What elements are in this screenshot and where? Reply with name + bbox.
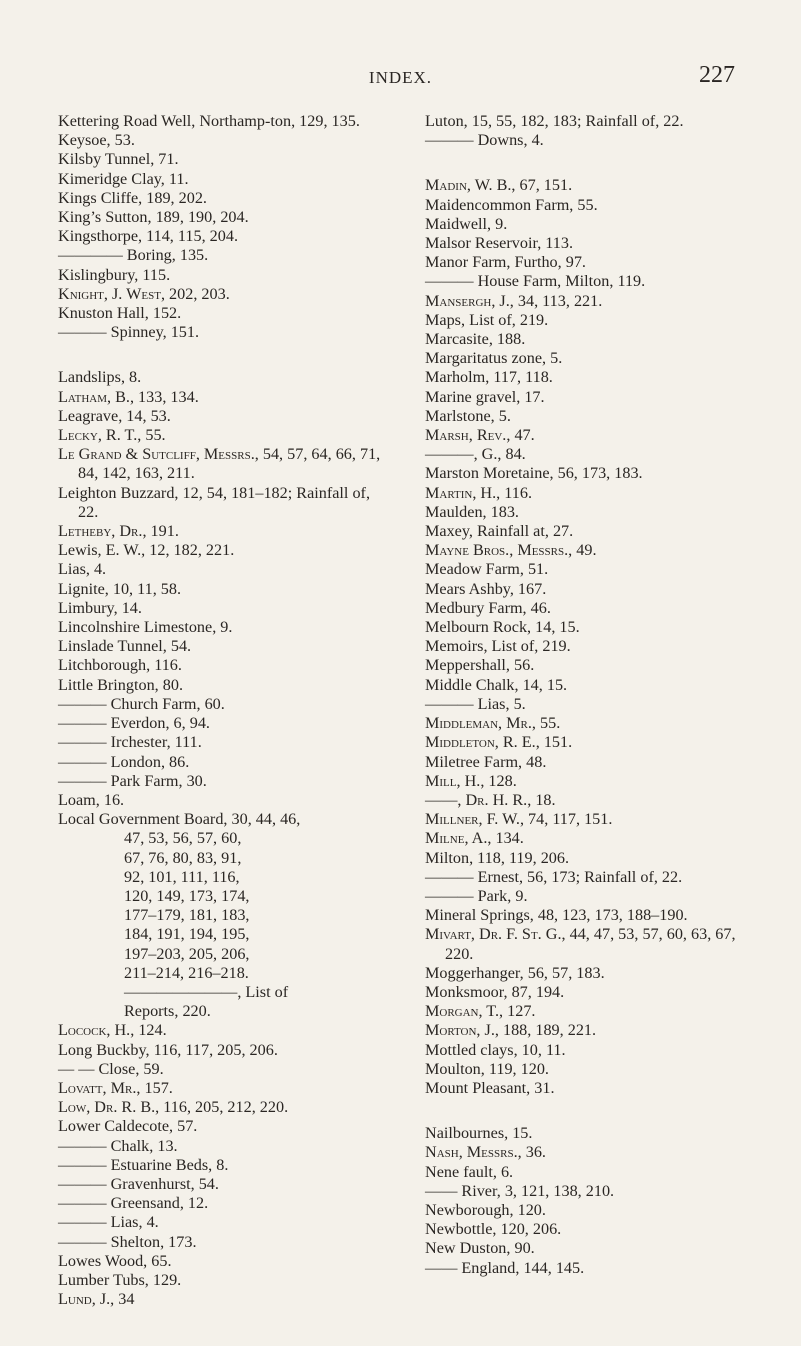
index-entry: Leighton Buzzard, 12, 54, 181–182; Rainfall of, 22.: [58, 483, 370, 521]
index-entry: Middleman, Mr., 55.: [425, 714, 561, 733]
index-entry: Mivart, Dr. F. St. G., 44, 47, 53, 57, 60, 63, 67, 220.: [425, 925, 736, 963]
index-entry: ——— Everdon, 6, 94.: [58, 714, 210, 733]
index-entry: Le Grand & Sutcliff, Messrs., 54, 57, 64, 66, 71, 84, 142, 163, 211.: [58, 445, 381, 483]
index-entry: Lund, J., 34: [58, 1290, 135, 1309]
index-entry: Luton, 15, 55, 182, 183; Rainfall of, 22.: [425, 112, 684, 130]
index-entry: ——— Lias, 4.: [58, 1213, 159, 1232]
index-entry: Moulton, 119, 120.: [425, 1059, 549, 1078]
index-entry: ——— Spinney, 151.: [58, 323, 200, 342]
index-entry: Kislingbury, 115.: [58, 265, 171, 284]
index-entry: Nailbournes, 15.: [425, 1124, 533, 1143]
index-entry: Manor Farm, Furtho, 97.: [425, 253, 586, 272]
index-entry: Keysoe, 53.: [58, 131, 135, 150]
index-entry: Kettering Road Well, Northamp-ton, 129, 135.: [58, 112, 360, 130]
index-entry: 67, 76, 80, 83, 91,: [124, 848, 242, 867]
index-entry: Memoirs, List of, 219.: [425, 637, 571, 656]
index-entry: Lignite, 10, 11, 58.: [58, 579, 182, 598]
index-entry: Little Brington, 80.: [58, 675, 183, 694]
index-entry: Malsor Reservoir, 113.: [425, 234, 574, 253]
index-entry: Lumber Tubs, 129.: [58, 1270, 182, 1289]
index-entry: ——— House Farm, Milton, 119.: [425, 272, 646, 291]
index-entry: Newborough, 120.: [425, 1200, 546, 1219]
index-entry: Loam, 16.: [58, 790, 125, 809]
index-entry: ——— London, 86.: [58, 752, 190, 771]
index-entry: Moggerhanger, 56, 57, 183.: [425, 963, 605, 982]
index-entry: ——— Lias, 5.: [425, 694, 526, 713]
index-entry: Landslips, 8.: [58, 368, 142, 387]
index-entry: Mears Ashby, 167.: [425, 579, 547, 598]
index-entry: Kings Cliffe, 189, 202.: [58, 188, 207, 207]
index-entry: 120, 149, 173, 174,: [124, 886, 250, 905]
index-entry: Linslade Tunnel, 54.: [58, 637, 192, 656]
index-entry: Kingsthorpe, 114, 115, 204.: [58, 227, 238, 246]
index-entry: Milne, A., 134.: [425, 829, 524, 848]
index-entry: ———, G., 84.: [425, 445, 526, 464]
index-entry: 47, 53, 56, 57, 60,: [124, 829, 242, 848]
index-entry: ———————, List of: [124, 982, 289, 1001]
index-entry: Lowes Wood, 65.: [58, 1251, 172, 1270]
index-entry: Mottled clays, 10, 11.: [425, 1040, 566, 1059]
index-entry: Middleton, R. E., 151.: [425, 733, 573, 752]
index-entry: Knuston Hall, 152.: [58, 304, 182, 323]
index-entry: Maulden, 183.: [425, 502, 519, 521]
index-entry: ——— Gravenhurst, 54.: [58, 1174, 219, 1193]
index-entry: Lias, 4.: [58, 560, 107, 579]
page-number: 227: [699, 62, 735, 88]
index-entry: Knight, J. West, 202, 203.: [58, 284, 230, 303]
index-entry: Maps, List of, 219.: [425, 310, 549, 329]
index-entry: ——— Ernest, 56, 173; Rainfall of, 22.: [425, 867, 683, 886]
index-entry: —— England, 144, 145.: [425, 1258, 585, 1277]
index-entry: Litchborough, 116.: [58, 656, 182, 675]
index-entry: Marston Moretaine, 56, 173, 183.: [425, 464, 643, 483]
index-entry: ——— Downs, 4.: [425, 131, 544, 150]
index-entry: ———— Boring, 135.: [58, 246, 209, 265]
index-entry: ——— Shelton, 173.: [58, 1232, 197, 1251]
index-entry: Marsh, Rev., 47.: [425, 426, 535, 445]
index-entry: Mineral Springs, 48, 123, 173, 188–190.: [425, 906, 688, 925]
index-entry: Nene fault, 6.: [425, 1162, 514, 1181]
index-entry: Newbottle, 120, 206.: [425, 1220, 562, 1239]
index-entry: 211–214, 216–218.: [124, 963, 249, 982]
index-entry: ——— Park Farm, 30.: [58, 771, 207, 790]
index-entry: Low, Dr. R. B., 116, 205, 212, 220.: [58, 1098, 289, 1117]
index-entry: Milton, 118, 119, 206.: [425, 848, 570, 867]
index-entry: Margaritatus zone, 5.: [425, 349, 563, 368]
index-entry: ——— Chalk, 13.: [58, 1136, 178, 1155]
index-entry: ——— Greensand, 12.: [58, 1194, 209, 1213]
index-entry: Lower Caldecote, 57.: [58, 1117, 198, 1136]
index-entry: King’s Sutton, 189, 190, 204.: [58, 208, 249, 227]
index-entry: ——— Church Farm, 60.: [58, 694, 225, 713]
index-entry: 184, 191, 194, 195,: [124, 925, 250, 944]
index-entry: Maidencommon Farm, 55.: [425, 195, 598, 214]
index-entry: Maxey, Rainfall at, 27.: [425, 522, 574, 541]
index-entry: New Duston, 90.: [425, 1239, 535, 1258]
index-entry: Meppershall, 56.: [425, 656, 535, 675]
index-entry: Lovatt, Mr., 157.: [58, 1078, 173, 1097]
index-entry: Latham, B., 133, 134.: [58, 387, 199, 406]
index-entry: Limbury, 14.: [58, 598, 142, 617]
index-entry: Leagrave, 14, 53.: [58, 406, 171, 425]
index-column-right: [425, 112, 755, 1278]
index-entry: Local Government Board, 30, 44, 46,: [58, 810, 301, 829]
index-entry: Marine gravel, 17.: [425, 387, 545, 406]
index-entry: Locock, H., 124.: [58, 1021, 167, 1040]
index-entry: Kimeridge Clay, 11.: [58, 169, 189, 188]
running-title: INDEX.: [368, 68, 433, 87]
index-entry: Monksmoor, 87, 194.: [425, 982, 565, 1001]
index-entry: Maidwell, 9.: [425, 214, 508, 233]
index-entry: Long Buckby, 116, 117, 205, 206.: [58, 1040, 278, 1059]
index-entry: Millner, F. W., 74, 117, 151.: [425, 810, 613, 829]
index-entry: Martin, H., 116.: [425, 483, 532, 502]
index-entry: Marholm, 117, 118.: [425, 368, 553, 387]
index-entry: Morton, J., 188, 189, 221.: [425, 1021, 597, 1040]
index-entry: Mount Pleasant, 31.: [425, 1078, 555, 1097]
index-entry: —— River, 3, 121, 138, 210.: [425, 1181, 615, 1200]
index-entry: ——, Dr. H. R., 18.: [425, 790, 556, 809]
page-header: [0, 62, 801, 92]
index-entry: Reports, 220.: [124, 1002, 211, 1021]
index-entry: 177–179, 181, 183,: [124, 906, 250, 925]
index-entry: Nash, Messrs., 36.: [425, 1143, 546, 1162]
index-entry: Meadow Farm, 51.: [425, 560, 549, 579]
index-entry: Kilsby Tunnel, 71.: [58, 150, 179, 169]
index-entry: Mayne Bros., Messrs., 49.: [425, 541, 597, 560]
index-entry: Madin, W. B., 67, 151.: [425, 176, 573, 195]
index-entry: ——— Park, 9.: [425, 886, 528, 905]
index-entry: Marcasite, 188.: [425, 330, 526, 349]
index-entry: Medbury Farm, 46.: [425, 598, 551, 617]
index-entry: ——— Irchester, 111.: [58, 733, 202, 752]
index-entry: Morgan, T., 127.: [425, 1002, 536, 1021]
index-entry: Lecky, R. T., 55.: [58, 426, 166, 445]
index-column-left: [58, 112, 390, 1309]
index-entry: Melbourn Rock, 14, 15.: [425, 618, 580, 637]
index-entry: ——— Estuarine Beds, 8.: [58, 1155, 229, 1174]
index-entry: Middle Chalk, 14, 15.: [425, 675, 568, 694]
index-entry: Miletree Farm, 48.: [425, 752, 547, 771]
index-entry: Lewis, E. W., 12, 182, 221.: [58, 541, 235, 560]
index-entry: Mansergh, J., 34, 113, 221.: [425, 291, 603, 310]
index-entry: Marlstone, 5.: [425, 406, 511, 425]
index-entry: 197–203, 205, 206,: [124, 944, 250, 963]
index-entry: 92, 101, 111, 116,: [124, 867, 240, 886]
index-entry: — — Close, 59.: [58, 1059, 164, 1078]
index-entry: Mill, H., 128.: [425, 771, 517, 790]
index-entry: Lincolnshire Limestone, 9.: [58, 618, 233, 637]
index-entry: Letheby, Dr., 191.: [58, 522, 179, 541]
